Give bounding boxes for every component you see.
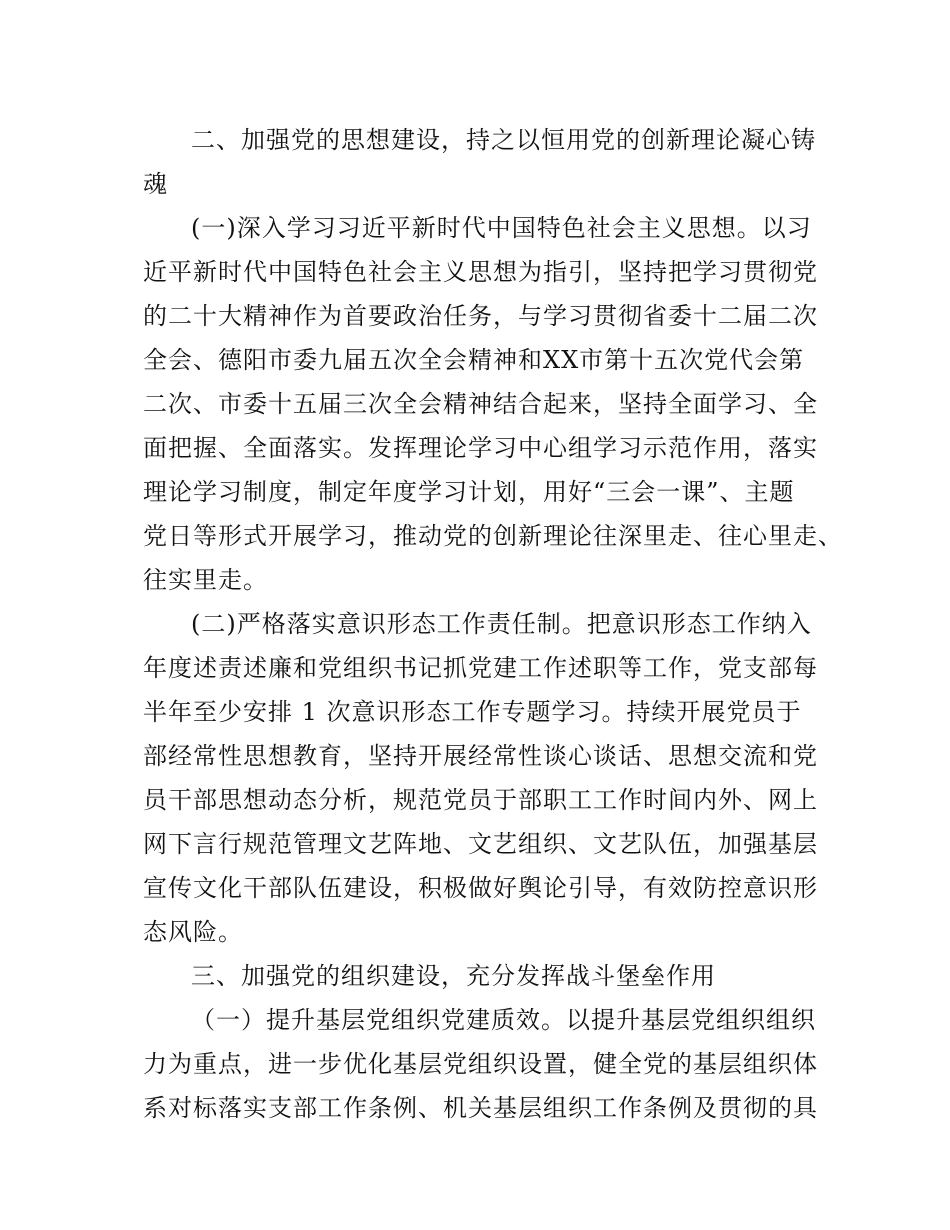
paragraph-line: 的二十大精神作为首要政治任务，与学习贯彻省委十二届二次: [143, 302, 818, 330]
paragraph-line: （一）提升基层党组织党建质效。以提升基层党组织组织: [191, 1006, 816, 1034]
paragraph-line: 力为重点，进一步优化基层党组织设置，健全党的基层组织体: [143, 1050, 818, 1078]
section-heading-continued: 魂: [143, 170, 168, 198]
paragraph-line: 网下言行规范管理文艺阵地、文艺组织、文艺队伍，加强基层: [143, 830, 818, 858]
paragraph-line: 年度述责述廉和党组织书记抓党建工作述职等工作，党支部每: [143, 654, 818, 682]
paragraph-line: 往实里走。: [143, 566, 268, 594]
paragraph-line: (一)深入学习习近平新时代中国特色社会主义思想。以习: [191, 214, 812, 242]
paragraph-line: 员干部思想动态分析，规范党员于部职工工作时间内外、网上: [143, 786, 818, 814]
paragraph-line: 党日等形式开展学习，推动党的创新理论往深里走、往心里走、: [143, 522, 843, 550]
paragraph-line: 部经常性思想教育，坚持开展经常性谈心谈话、思想交流和党: [143, 742, 818, 770]
paragraph-line: 理论学习制度，制定年度学习计划，用好“三会一课”、主题: [143, 478, 795, 506]
paragraph-line: 全会、德阳市委九届五次全会精神和XX市第十五次党代会第: [143, 346, 805, 374]
paragraph-line: 面把握、全面落实。发挥理论学习中心组学习示范作用，落实: [143, 434, 818, 462]
section-heading: 三、加强党的组织建设，充分发挥战斗堡垒作用: [191, 962, 716, 990]
document-body: [143, 118, 843, 1130]
paragraph-line: 系对标落实支部工作条例、机关基层组织工作条例及贯彻的具: [143, 1094, 818, 1122]
paragraph-line: 二次、市委十五届三次全会精神结合起来，坚持全面学习、全: [143, 390, 818, 418]
paragraph-line: (二)严格落实意识形态工作责任制。把意识形态工作纳入: [191, 610, 812, 638]
paragraph-line: 近平新时代中国特色社会主义思想为指引，坚持把学习贯彻党: [143, 258, 818, 286]
section-heading: 二、加强党的思想建设，持之以恒用党的创新理论凝心铸: [191, 126, 816, 154]
paragraph-line: 半年至少安排 1 次意识形态工作专题学习。持续开展党员于: [143, 698, 802, 726]
paragraph-line: 态风险。: [143, 918, 243, 946]
paragraph-line: 宣传文化干部队伍建设，积极做好舆论引导，有效防控意识形: [143, 874, 818, 902]
